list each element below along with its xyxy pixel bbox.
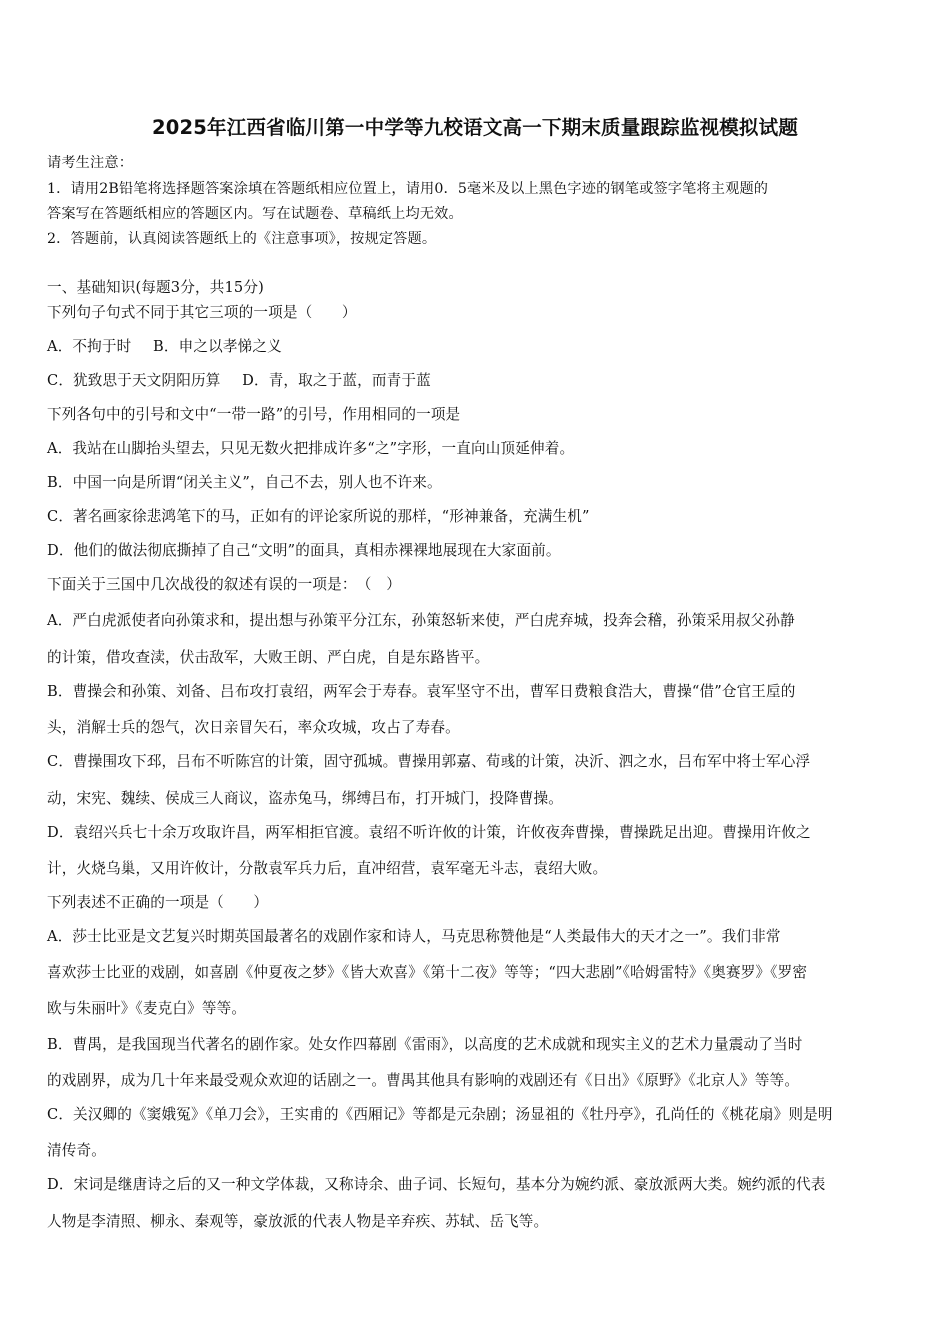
- q2-option-b: B．中国一向是所谓“闭关主义”，自己不去，别人也不许来。: [47, 474, 442, 491]
- page-title: 2025年江西省临川第一中学等九校语文高一下期末质量跟踪监视模拟试题: [151, 116, 799, 139]
- q3-option-a-line-2: 的计策，借攻查渎，伏击敌军，大败王朗、严白虎，自是东路皆平。: [47, 649, 490, 666]
- q4-option-a-line-1: A．莎士比亚是文艺复兴时期英国最著名的戏剧作家和诗人，马克思称赞他是“人类最伟大的天才之一”。我们非常: [47, 928, 781, 945]
- q4-option-b-line-2: 的戏剧界，成为几十年来最受观众欢迎的话剧之一。曹禺其他具有影响的戏剧还有《日出》《原野》《北京人》等等。: [47, 1072, 800, 1089]
- q4-option-c-line-2: 清传奇。: [47, 1142, 106, 1159]
- q1-option-c: C．犹致思于天文阴阳历算: [47, 372, 221, 389]
- q1-options-row-1: [47, 335, 282, 356]
- notice-line-1: 1．请用2B铅笔将选择题答案涂填在答题纸相应位置上，请用0．5毫米及以上黑色字迹的钢笔或签字笔将主观题的: [47, 181, 769, 197]
- q3-option-a-line-1: A．严白虎派使者向孙策求和，提出想与孙策平分江东，孙策怒斩来使，严白虎弃城，投奔会稽，孙策采用叔父孙静: [47, 612, 795, 629]
- q3-option-c-line-2: 动，宋宪、魏续、侯成三人商议，盗赤兔马，绑缚吕布，打开城门，投降曹操。: [47, 790, 564, 807]
- q2-stem: 下列各句中的引号和文中“一带一路”的引号，作用相同的一项是: [47, 406, 461, 423]
- q3-option-b-line-2: 头，消解士兵的怨气，次日亲冒矢石，率众攻城，攻占了寿春。: [47, 719, 460, 736]
- q1-option-b: B．申之以孝悌之义: [153, 338, 282, 355]
- q3-option-d-line-2: 计，火烧乌巢，又用许攸计，分散袁军兵力后，直冲绍营，袁军毫无斗志，袁绍大败。: [47, 860, 608, 877]
- notice-line-2: 答案写在答题纸相应的答题区内。写在试题卷、草稿纸上均无效。: [47, 206, 463, 222]
- q3-stem: 下面关于三国中几次战役的叙述有误的一项是： （ ）: [47, 576, 401, 593]
- q2-option-d: D．他们的做法彻底撕掉了自己“文明”的面具，真相赤裸裸地展现在大家面前。: [47, 542, 561, 559]
- q2-option-a: A．我站在山脚抬头望去，只见无数火把排成许多“之”字形，一直向山顶延伸着。: [47, 440, 575, 457]
- q4-option-d-line-1: D．宋词是继唐诗之后的又一种文学体裁，又称诗余、曲子词、长短句，基本分为婉约派、豪放派两大类。婉约派的代表: [47, 1176, 826, 1193]
- q1-option-a: A．不拘于时: [47, 338, 132, 355]
- q4-option-a-line-3: 欧与朱丽叶》《麦克白》等等。: [47, 1000, 247, 1017]
- q3-option-b-line-1: B．曹操会和孙策、刘备、吕布攻打袁绍，两军会于寿春。袁军坚守不出，曹军日费粮食浩大，曹操“借”仓官王垕的: [47, 683, 796, 700]
- q1-stem: 下列句子句式不同于其它三项的一项是（ ）: [47, 304, 357, 321]
- q1-options-row-2: [47, 369, 431, 390]
- section-heading: 一、基础知识(每题3分，共15分): [47, 279, 264, 296]
- notice-heading: 请考生注意：: [47, 155, 134, 171]
- q3-option-d-line-1: D．袁绍兴兵七十余万攻取许昌，两军相拒官渡。袁绍不听许攸的计策，许攸夜奔曹操，曹操跣足出迎。曹操用许攸之: [47, 824, 811, 841]
- q4-stem: 下列表述不正确的一项是（ ）: [47, 894, 269, 911]
- q4-option-b-line-1: B．曹禺，是我国现当代著名的剧作家。处女作四幕剧《雷雨》，以高度的艺术成就和现实主义的艺术力量震动了当时: [47, 1036, 803, 1053]
- q4-option-d-line-2: 人物是李清照、柳永、秦观等，豪放派的代表人物是辛弃疾、苏轼、岳飞等。: [47, 1213, 549, 1230]
- q4-option-c-line-1: C．关汉卿的《窦娥冤》《单刀会》，王实甫的《西厢记》等都是元杂剧；汤显祖的《牡丹亭》，孔尚任的《桃花扇》则是明: [47, 1106, 833, 1123]
- q2-option-c: C．著名画家徐悲鸿笔下的马，正如有的评论家所说的那样，“形神兼备，充满生机”: [47, 508, 590, 525]
- q4-option-a-line-2: 喜欢莎士比亚的戏剧，如喜剧《仲夏夜之梦》《皆大欢喜》《第十二夜》等等；“四大悲剧”《哈姆雷特》《奥赛罗》《罗密: [47, 964, 808, 981]
- q3-option-c-line-1: C．曹操围攻下邳，吕布不听陈宫的计策，固守孤城。曹操用郭嘉、荀彧的计策，决沂、泗之水，吕布军中将士军心浮: [47, 753, 811, 770]
- q1-option-d: D．青，取之于蓝，而青于蓝: [242, 372, 431, 389]
- notice-line-3: 2．答题前，认真阅读答题纸上的《注意事项》，按规定答题。: [47, 231, 437, 247]
